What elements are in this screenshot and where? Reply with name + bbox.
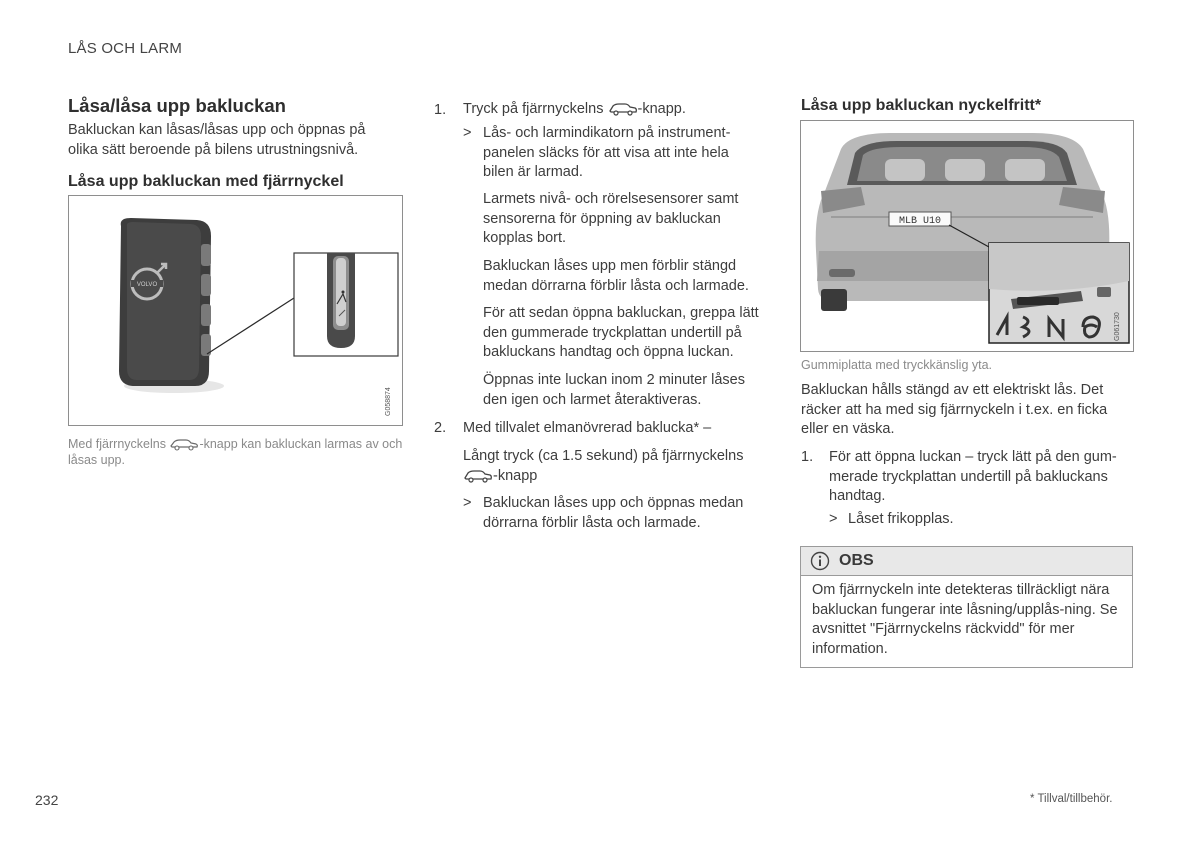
paragraph-relock: Öppnas inte luckan inom 2 minuter låses den igen och larmet återaktiveras. [483, 372, 745, 408]
step-1-text-keyless: För att öppna luckan – tryck lätt på den gum-merade tryckplattan undertill på bakluckans handtag. [829, 449, 1117, 504]
step-2-text: Med tillvalet elmanövrerad baklucka* – [463, 420, 712, 436]
paragraph-unlock: Bakluckan låses upp men förblir stängd medan dörrarna förblir låsta och larmade. [483, 258, 749, 294]
step-1-text [463, 100, 763, 120]
car-trunk-icon [169, 438, 199, 451]
note-title: OBS [839, 552, 874, 569]
subsection-title-keyless: Låsa upp bakluckan nyckelfritt* [801, 97, 1042, 114]
paragraph-sensors: Larmets nivå- och rörelsesensorer samt sensorerna för öppning av bakluckan kopplas bort. [483, 191, 739, 246]
key-fob-figure [68, 195, 403, 426]
step-1-result: Lås- och larmindikatorn på instrument-panelen släcks för att visa att inte hela bilen är larmad. [483, 125, 731, 180]
car-trunk-icon [463, 469, 493, 483]
page-number: 232 [35, 792, 59, 808]
step-2-result: Bakluckan låses upp och öppnas medan dörrarna förblir låsta och larmade. [483, 495, 744, 531]
subsection-title: Låsa upp bakluckan med fjärrnyckel [68, 173, 344, 190]
note-header [801, 547, 1132, 576]
caption-text-post: -knapp kan bakluckan larmas av och låsas upp. [68, 437, 403, 467]
tailgate-illustration [801, 121, 1133, 351]
note-text: Om fjärrnyckeln inte detekteras tillräckligt nära bakluckan fungerar inte låsning/upplås-ning. Se avsnittet "Fjärrnyckelns räckvidd" för mer information. [812, 582, 1118, 657]
step-2-detail [463, 447, 763, 486]
result-marker: > [829, 511, 838, 527]
tailgate-figure [800, 120, 1134, 352]
step-number: 1. [434, 102, 447, 118]
result-marker: > [463, 125, 472, 141]
step-1-result-keyless: Låset frikopplas. [848, 511, 954, 527]
key-fob-illustration [69, 196, 402, 425]
car-trunk-icon [608, 102, 638, 116]
section-intro: Bakluckan kan låsas/låsas upp och öppnas på olika sätt beroende på bilens utrustningsnivå. [68, 122, 366, 158]
key-brand-text: VOLVO [136, 282, 158, 288]
step-1-text-post: -knapp. [637, 101, 686, 117]
step-number: 2. [434, 420, 447, 436]
step-number: 1. [801, 449, 814, 465]
figure-code: G061730 [1114, 312, 1121, 341]
step-2-detail-pre: Långt tryck (ca 1.5 sekund) på fjärrnyckelns [463, 448, 744, 464]
step-2-detail-post: -knapp [493, 467, 538, 484]
figure-caption [68, 436, 403, 468]
paragraph-electric-lock: Bakluckan hålls stängd av ett elektriskt lås. Det räcker att ha med sig fjärrnyckeln i t.ex. en ficka eller en väska. [801, 382, 1108, 437]
paragraph-open: För att sedan öppna bakluckan, greppa lätt den gummerade tryckplattan undertill på bakluckans handtag och öppna luckan. [483, 305, 759, 360]
step-1-text-pre: Tryck på fjärrnyckelns [463, 101, 604, 117]
info-icon [810, 551, 830, 571]
figure-code: G058874 [385, 387, 392, 416]
section-title: Låsa/låsa upp bakluckan [68, 95, 286, 116]
note-box [800, 546, 1133, 668]
caption-text-pre: Med fjärrnyckelns [68, 437, 166, 451]
footnote: * Tillval/tillbehör. [1030, 793, 1113, 805]
license-plate-text: MLB U10 [898, 216, 942, 227]
result-marker: > [463, 495, 472, 511]
chapter-header: LÅS OCH LARM [68, 40, 183, 57]
figure-caption: Gummiplatta med tryckkänslig yta. [801, 358, 993, 372]
